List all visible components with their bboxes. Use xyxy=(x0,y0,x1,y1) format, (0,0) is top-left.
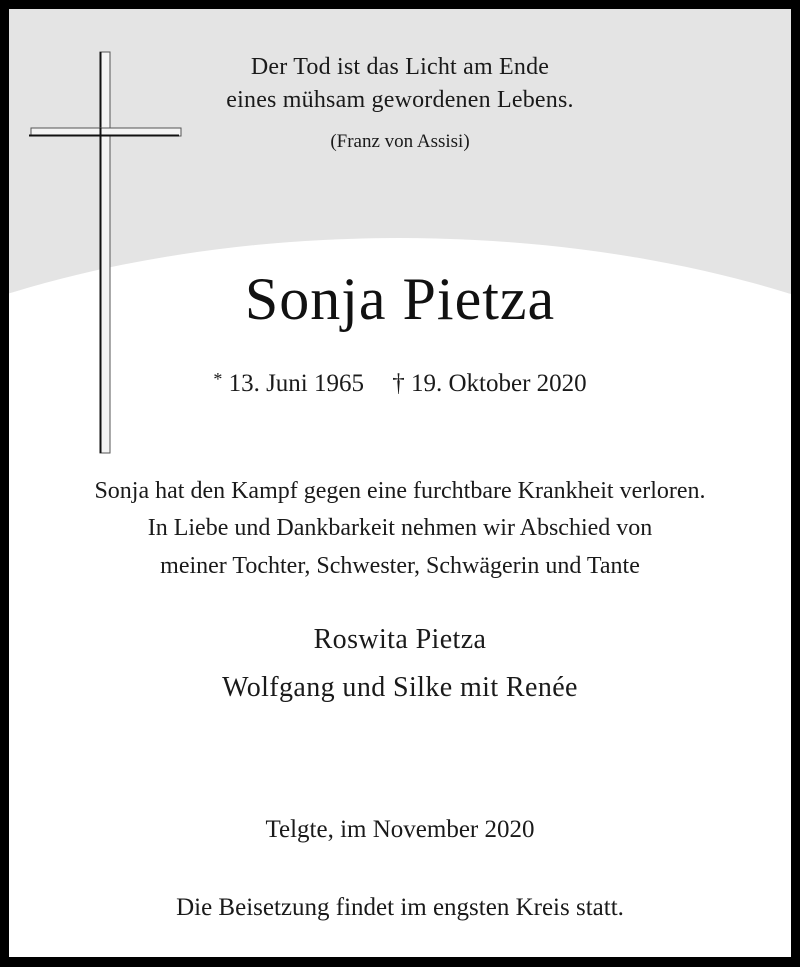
quote-line-2: eines mühsam gewordenen Lebens. xyxy=(226,87,574,113)
mourner-2: Wolfgang und Silke mit Renée xyxy=(222,672,578,703)
message-line-2: In Liebe und Dankbarkeit nehmen wir Abschied von xyxy=(147,515,653,541)
birth-date: 13. Juni 1965 xyxy=(228,370,364,397)
death-date: 19. Oktober 2020 xyxy=(411,370,587,397)
birth-symbol: * xyxy=(213,369,223,389)
obituary-notice xyxy=(9,9,791,957)
place-and-date: Telgte, im November 2020 xyxy=(265,816,535,843)
deceased-name: Sonja Pietza xyxy=(244,266,556,332)
message-line-1: Sonja hat den Kampf gegen eine furchtbare Krankheit verloren. xyxy=(94,478,706,504)
mourner-1: Roswita Pietza xyxy=(313,624,487,655)
life-dates xyxy=(9,370,791,396)
message-line-3: meiner Tochter, Schwester, Schwägerin und Tante xyxy=(160,553,640,579)
quote-line-1: Der Tod ist das Licht am Ende xyxy=(250,54,550,80)
burial-note: Die Beisetzung findet im engsten Kreis statt. xyxy=(176,894,624,921)
death-symbol-icon: † xyxy=(392,370,405,397)
quote-attribution: (Franz von Assisi) xyxy=(330,131,470,152)
